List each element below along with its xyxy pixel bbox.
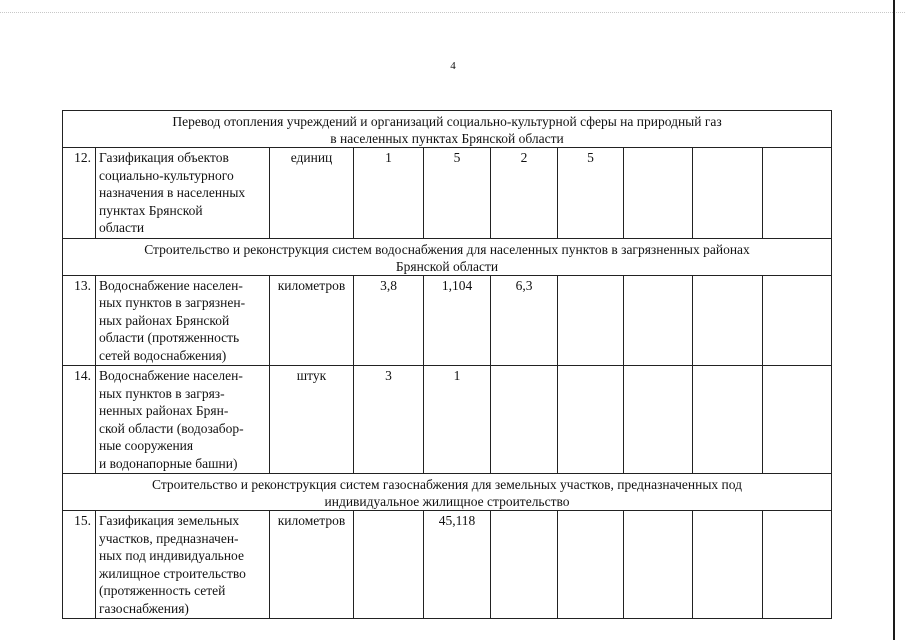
- section-title: Строительство и реконструкция систем водоснабжения для населенных пунктов в загрязненных районах Брянской области: [63, 238, 832, 275]
- value-cell: 1: [424, 366, 491, 474]
- value-cell: [693, 511, 763, 619]
- row-number: 14.: [63, 366, 96, 474]
- value-cell: [693, 366, 763, 474]
- value-cell: 1: [354, 148, 424, 239]
- scan-edge-top: [0, 12, 905, 19]
- row-number: 15.: [63, 511, 96, 619]
- value-cell: [491, 511, 558, 619]
- scan-edge-right: [893, 0, 895, 640]
- value-cell: 1,104: [424, 275, 491, 366]
- table-row: [63, 366, 832, 474]
- value-cell: [763, 275, 832, 366]
- value-cell: [558, 511, 624, 619]
- table-row: [63, 511, 832, 619]
- unit-cell: штук: [270, 366, 354, 474]
- value-cell: [558, 275, 624, 366]
- indicator-name: Водоснабжение населен- ных пунктов в загрязнен- ных районах Брянской области (протяженность сетей водоснабжения): [96, 275, 270, 366]
- program-indicators-table: [62, 110, 832, 619]
- value-cell: 5: [424, 148, 491, 239]
- row-number: 12.: [63, 148, 96, 239]
- value-cell: 5: [558, 148, 624, 239]
- value-cell: [354, 511, 424, 619]
- value-cell: [763, 511, 832, 619]
- value-cell: [624, 511, 693, 619]
- section-title: Перевод отопления учреждений и организаций социально-культурной сферы на природный газ в населенных пунктах Брянской области: [63, 111, 832, 148]
- value-cell: [558, 366, 624, 474]
- unit-cell: километров: [270, 275, 354, 366]
- value-cell: [624, 148, 693, 239]
- indicator-name: Газификация земельных участков, предназначен- ных под индивидуальное жилищное строительство (протяженность сетей газоснабжения): [96, 511, 270, 619]
- table-row: [63, 275, 832, 366]
- value-cell: 45,118: [424, 511, 491, 619]
- value-cell: 6,3: [491, 275, 558, 366]
- value-cell: [624, 366, 693, 474]
- section-header-row: [63, 474, 832, 511]
- unit-cell: километров: [270, 511, 354, 619]
- value-cell: [624, 275, 693, 366]
- page-number: 4: [450, 60, 456, 72]
- value-cell: 3: [354, 366, 424, 474]
- value-cell: 3,8: [354, 275, 424, 366]
- value-cell: [763, 148, 832, 239]
- section-header-row: [63, 238, 832, 275]
- value-cell: [693, 275, 763, 366]
- indicator-name: Водоснабжение населен- ных пунктов в загряз- ненных районах Брян- ской области (водозабор- ные сооружения и водонапорные башни): [96, 366, 270, 474]
- indicator-name: Газификация объектов социально-культурного назначения в населенных пунктах Брянской области: [96, 148, 270, 239]
- value-cell: [763, 366, 832, 474]
- table-row: [63, 148, 832, 239]
- section-title: Строительство и реконструкция систем газоснабжения для земельных участков, предназначенных под индивидуальное жилищное строительство: [63, 474, 832, 511]
- value-cell: 2: [491, 148, 558, 239]
- value-cell: [491, 366, 558, 474]
- row-number: 13.: [63, 275, 96, 366]
- section-header-row: [63, 111, 832, 148]
- unit-cell: единиц: [270, 148, 354, 239]
- value-cell: [693, 148, 763, 239]
